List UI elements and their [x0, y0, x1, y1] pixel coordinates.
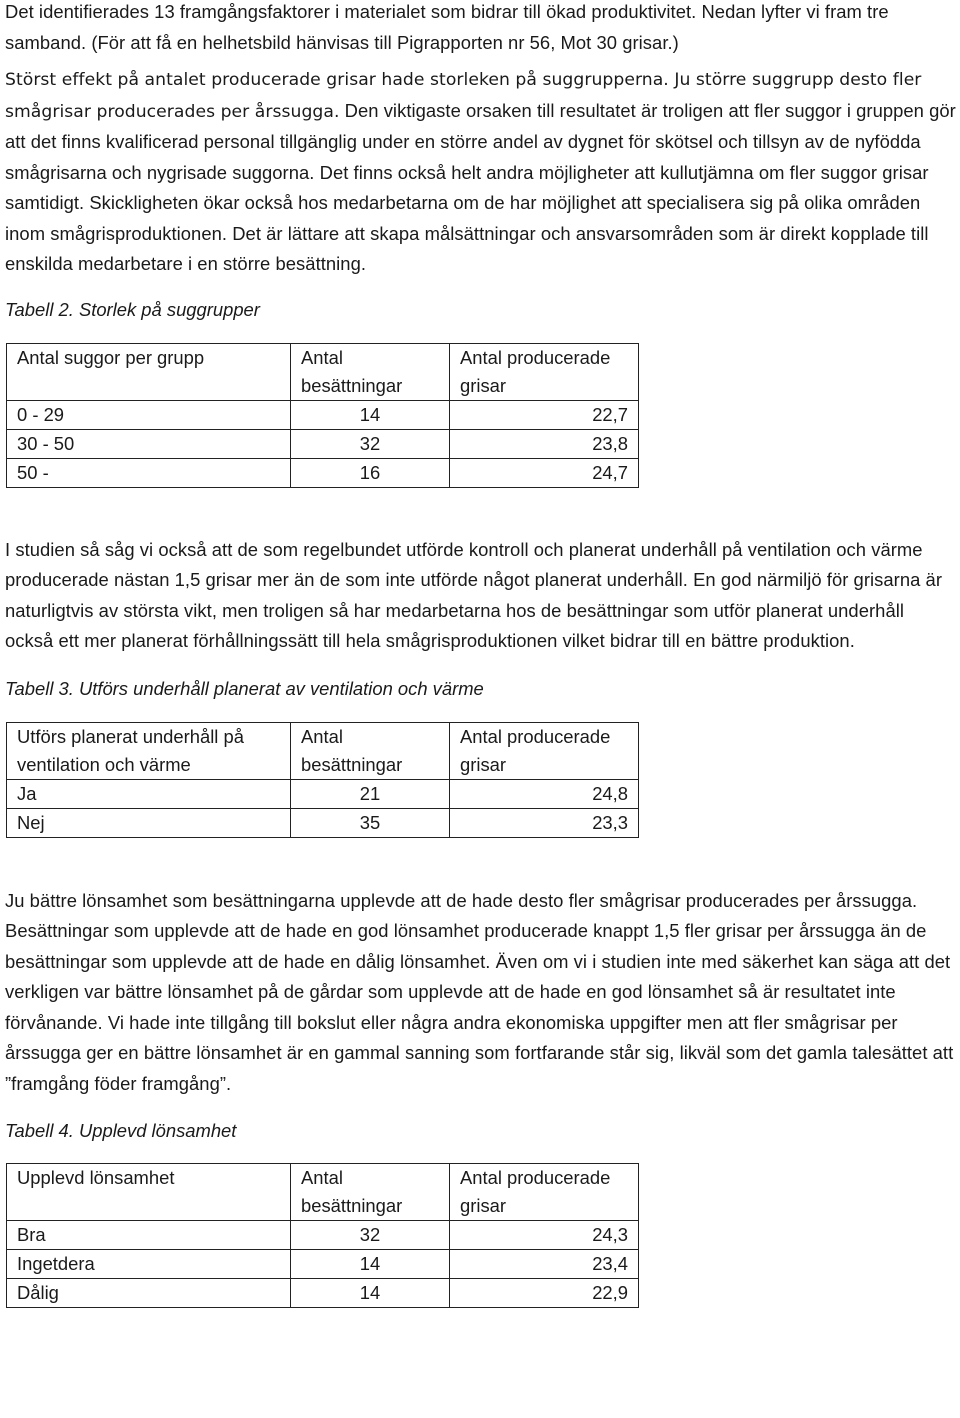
table-cell: 22,7: [450, 400, 639, 429]
header-cell: Utförs planerat underhåll på ventilation och värme: [7, 722, 291, 779]
table-cell: 30 - 50: [7, 429, 291, 458]
table-cell: 35: [291, 808, 450, 837]
table-cell: Dålig: [7, 1279, 291, 1308]
table-row: [7, 458, 639, 487]
table-row: [7, 808, 639, 837]
findings-body-text: Den viktigaste orsaken till resultatet är troligen att fler suggor i gruppen gör att det finns kvalificerad personal tillgänglig under en större andel av dygnet för skötsel och tillsyn av de nyfödda smågrisarna och nygrisade suggorna. Det finns också helt andra möjligheter att kullutjämna om fler suggor grisar samtidigt. Skickligheten ökar också hos medarbetarna om de har möjlighet att specialisera sig på olika områden inom smågrisproduktionen. Det är lättare att skapa målsättningar och ansvarsområden som är direkt kopplade till enskilda medarbetare i en större besättning.: [5, 99, 956, 274]
table-cell: 23,3: [450, 808, 639, 837]
table-4: [6, 1163, 639, 1308]
table-cell: 0 - 29: [7, 400, 291, 429]
table-cell: Nej: [7, 808, 291, 837]
table-cell: Ingetdera: [7, 1250, 291, 1279]
table-cell: 22,9: [450, 1279, 639, 1308]
header-cell: Antal besättningar: [291, 722, 450, 779]
header-cell: Antal besättningar: [291, 1164, 450, 1221]
table-cell: 14: [291, 1279, 450, 1308]
table-3-caption: Tabell 3. Utförs underhåll planerat av ventilation och värme: [5, 677, 484, 699]
table-cell: 32: [291, 1221, 450, 1250]
table-cell: 21: [291, 779, 450, 808]
header-cell: Antal producerade grisar: [450, 1164, 639, 1221]
header-cell: Antal besättningar: [291, 343, 450, 400]
intro-paragraph: Det identifierades 13 framgångsfaktorer i materialet som bidrar till ökad produktivitet. Nedan lyfter vi fram tre samband. (För att få en helhetsbild hänvisas till Pigrapporten nr 56, Mot 30 grisar.): [5, 1, 889, 53]
table-cell: 24,7: [450, 458, 639, 487]
table-row: [7, 1279, 639, 1308]
table-cell: 16: [291, 458, 450, 487]
findings-lead-text: Störst effekt på antalet producerade grisar hade storleken på suggrupperna. Ju större suggrupp desto fler smågrisar producerades per årssugga.: [5, 70, 922, 122]
table-cell: 50 -: [7, 458, 291, 487]
table-3: [6, 722, 639, 838]
table-cell: 24,8: [450, 779, 639, 808]
table-row: [7, 779, 639, 808]
table-header-row: [7, 343, 639, 400]
table-cell: 24,3: [450, 1221, 639, 1250]
table-cell: Bra: [7, 1221, 291, 1250]
table-row: [7, 1250, 639, 1279]
table-4-caption: Tabell 4. Upplevd lönsamhet: [5, 1120, 237, 1141]
table-cell: Ja: [7, 779, 291, 808]
header-cell: Antal producerade grisar: [450, 722, 639, 779]
table-header-row: [7, 722, 639, 779]
table-header-row: [7, 1164, 639, 1221]
profitability-paragraph: Ju bättre lönsamhet som besättningarna upplevde att de hade desto fler smågrisar producerades per årssugga. Besättningar som upplevde att de hade en god lönsamhet producerade knappt 1,5 fler grisar per årssugga än de besättningar som upplevde att de hade en dålig lönsamhet. Även om vi i studien inte med säkerhet kan säga att det verkligen var bättre lönsamhet på de gårdar som upplevde att de hade en god lönsamhet så är resultatet inte förvånande. Vi hade inte tillgång till bokslut eller några andra ekonomiska uppgifter men att fler smågrisar per årssugga ger en bättre lönsamhet är en gammal sanning som fortfarande står sig, likväl som det gamla talesättet att ”framgång föder framgång”.: [5, 889, 954, 1094]
table-cell: 14: [291, 1250, 450, 1279]
table-cell: 14: [291, 400, 450, 429]
header-cell: Upplevd lönsamhet: [7, 1164, 291, 1221]
table-cell: 23,4: [450, 1250, 639, 1279]
table-cell: 32: [291, 429, 450, 458]
document-page: [5, 0, 957, 1308]
table-row: [7, 400, 639, 429]
table-cell: 23,8: [450, 429, 639, 458]
table-2-caption: Tabell 2. Storlek på suggrupper: [5, 298, 260, 320]
findings-paragraph: [5, 64, 957, 280]
header-cell: Antal suggor per grupp: [7, 343, 291, 400]
table-2: [6, 343, 639, 488]
table-row: [7, 1221, 639, 1250]
table-row: [7, 429, 639, 458]
maintenance-paragraph: I studien så såg vi också att de som regelbundet utförde kontroll och planerat underhåll på ventilation och värme producerade nästan 1,5 grisar mer än de som inte utförde något planerat underhåll. En god närmiljö för grisarna är naturligtvis av största vikt, men troligen så har medarbetarna hos de besättningar som utför planerat underhåll också ett mer planerat förhållningssätt till hela smågrisproduktionen vilket bidrar till en bättre produktion.: [5, 538, 943, 651]
header-cell: Antal producerade grisar: [450, 343, 639, 400]
